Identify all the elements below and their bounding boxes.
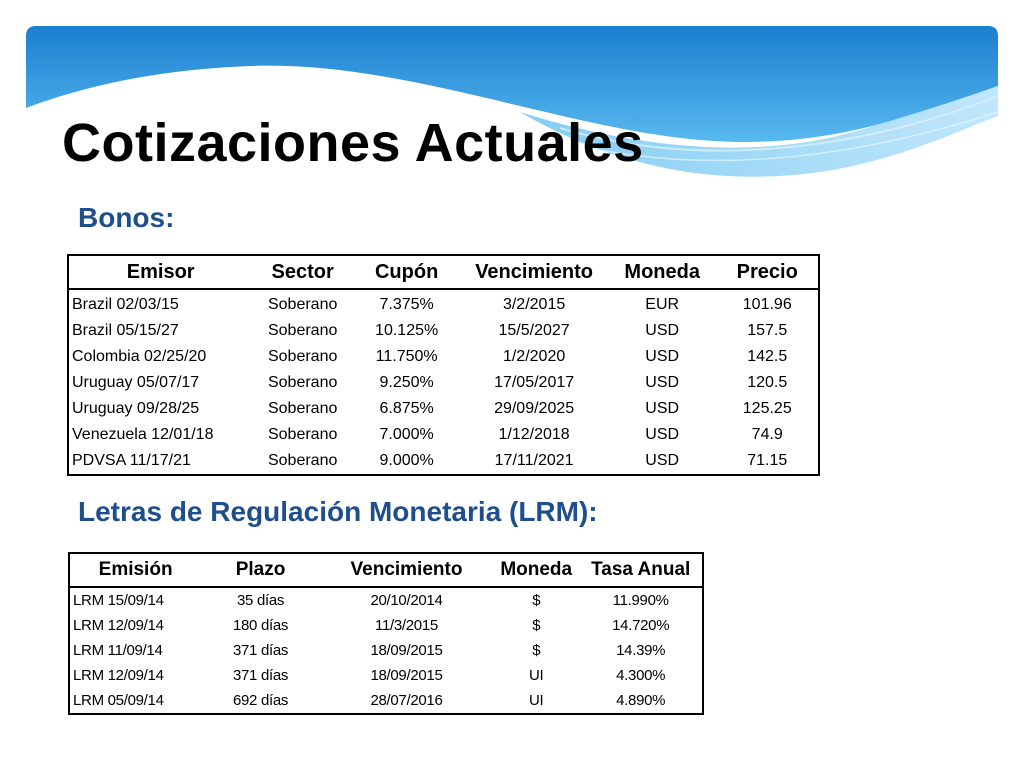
cell-plazo: 180 días — [232, 617, 289, 634]
cell-tasa: 4.890% — [616, 692, 666, 709]
header-vencimiento: Vencimiento — [460, 255, 608, 289]
cell-precio: 120.5 — [747, 374, 788, 391]
cell-cupon: 7.000% — [379, 426, 434, 443]
cell-plazo: 692 días — [232, 692, 289, 709]
cell-moneda: USD — [645, 322, 680, 339]
cell-emisor: PDVSA 11/17/21 — [72, 452, 191, 469]
cell-precio: 74.9 — [751, 426, 783, 443]
table-row — [68, 318, 819, 344]
cell-plazo: 371 días — [232, 667, 289, 684]
cell-emisor: Uruguay 05/07/17 — [72, 374, 200, 391]
table-row — [69, 663, 703, 688]
lrm-header-row — [69, 553, 703, 587]
cell-vencimiento: 20/10/2014 — [370, 592, 443, 609]
table-row — [68, 344, 819, 370]
cell-vencimiento: 1/2/2020 — [502, 348, 566, 365]
cell-moneda: USD — [645, 426, 680, 443]
cell-precio: 142.5 — [747, 348, 788, 365]
cell-cupon: 7.375% — [379, 296, 434, 313]
cell-sector: Soberano — [267, 374, 338, 391]
cell-sector: Soberano — [267, 400, 338, 417]
cell-emisor: Uruguay 09/28/25 — [72, 400, 200, 417]
cell-moneda: UI — [529, 667, 544, 684]
cell-vencimiento: 17/05/2017 — [494, 374, 575, 391]
table-row — [68, 422, 819, 448]
cell-moneda: $ — [532, 617, 541, 634]
cell-vencimiento: 1/12/2018 — [498, 426, 570, 443]
header-precio: Precio — [717, 255, 820, 289]
lrm-table — [68, 552, 704, 715]
cell-tasa: 14.720% — [612, 617, 670, 634]
header-moneda: Moneda — [608, 255, 717, 289]
header-vencimiento: Vencimiento — [320, 553, 493, 587]
bonos-table — [67, 254, 820, 476]
header-emision: Emisión — [69, 553, 201, 587]
cell-moneda: $ — [532, 642, 541, 659]
cell-tasa: 4.300% — [616, 667, 666, 684]
cell-sector: Soberano — [267, 322, 338, 339]
cell-emisor: Brazil 05/15/27 — [72, 322, 179, 339]
cell-moneda: USD — [645, 374, 680, 391]
cell-emisor: Brazil 02/03/15 — [72, 296, 179, 313]
cell-moneda: $ — [532, 592, 541, 609]
bonos-header-row — [68, 255, 819, 289]
cell-emision: LRM 15/09/14 — [73, 592, 164, 609]
cell-vencimiento: 18/09/2015 — [370, 642, 443, 659]
cell-sector: Soberano — [267, 296, 338, 313]
table-row — [68, 289, 819, 318]
cell-moneda: USD — [645, 452, 680, 469]
cell-vencimiento: 18/09/2015 — [370, 667, 443, 684]
cell-emision: LRM 12/09/14 — [73, 667, 164, 684]
table-row — [68, 370, 819, 396]
cell-vencimiento: 11/3/2015 — [375, 617, 438, 634]
cell-moneda: USD — [645, 400, 680, 417]
lrm-heading: Letras de Regulación Monetaria (LRM): — [78, 496, 598, 527]
cell-cupon: 9.000% — [379, 452, 434, 469]
header-cupon: Cupón — [353, 255, 460, 289]
header-emisor: Emisor — [68, 255, 252, 289]
cell-plazo: 35 días — [237, 592, 285, 609]
cell-sector: Soberano — [267, 426, 338, 443]
cell-vencimiento: 15/5/2027 — [498, 322, 570, 339]
cell-cupon: 10.125% — [375, 322, 439, 339]
table-row — [68, 448, 819, 475]
cell-moneda: EUR — [645, 296, 680, 313]
cell-emision: LRM 05/09/14 — [73, 692, 164, 709]
header-plazo: Plazo — [201, 553, 320, 587]
table-row — [69, 688, 703, 714]
cell-precio: 157.5 — [747, 322, 788, 339]
cell-cupon: 6.875% — [379, 400, 434, 417]
cell-plazo: 371 días — [232, 642, 289, 659]
cell-cupon: 11.750% — [375, 348, 438, 365]
bonos-heading: Bonos: — [78, 202, 175, 233]
cell-tasa: 14.39% — [616, 642, 666, 659]
cell-vencimiento: 3/2/2015 — [502, 296, 566, 313]
cell-precio: 125.25 — [742, 400, 792, 417]
cell-sector: Soberano — [267, 452, 338, 469]
cell-moneda: USD — [645, 348, 680, 365]
cell-moneda: UI — [529, 692, 544, 709]
cell-vencimiento: 17/11/2021 — [494, 452, 574, 469]
table-row — [69, 638, 703, 663]
table-row — [68, 396, 819, 422]
header-moneda: Moneda — [493, 553, 579, 587]
cell-emision: LRM 11/09/14 — [73, 642, 163, 659]
cell-cupon: 9.250% — [379, 374, 434, 391]
cell-emisor: Colombia 02/25/20 — [72, 348, 207, 365]
table-row — [69, 613, 703, 638]
cell-vencimiento: 28/07/2016 — [370, 692, 443, 709]
page-title: Cotizaciones Actuales — [62, 113, 644, 173]
cell-precio: 101.96 — [742, 296, 792, 313]
header-tasa-anual: Tasa Anual — [579, 553, 703, 587]
cell-precio: 71.15 — [747, 452, 788, 469]
cell-emisor: Venezuela 12/01/18 — [72, 426, 214, 443]
header-sector: Sector — [252, 255, 353, 289]
cell-tasa: 11.990% — [612, 592, 669, 609]
cell-vencimiento: 29/09/2025 — [494, 400, 575, 417]
table-row — [69, 587, 703, 613]
cell-sector: Soberano — [267, 348, 338, 365]
cell-emision: LRM 12/09/14 — [73, 617, 164, 634]
